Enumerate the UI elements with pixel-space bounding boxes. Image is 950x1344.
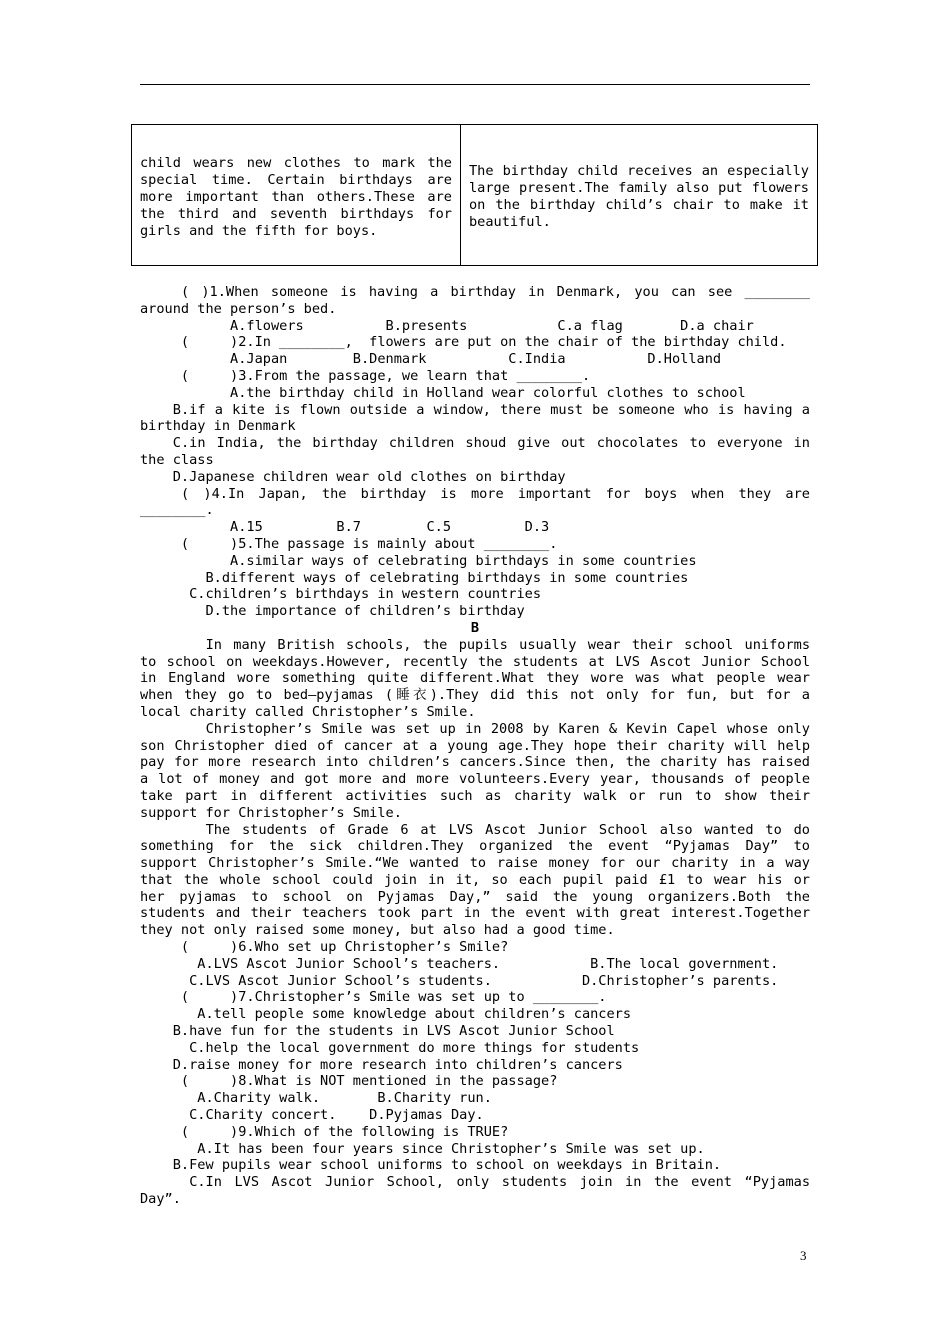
text-line: C.Charity concert. D.Pyjamas Day. [140, 1107, 484, 1124]
text-line: A.similar ways of celebrating birthdays in some countries [140, 552, 697, 569]
text-line: ( )2.In ________, flowers are put on the chair of the birthday child. [140, 334, 787, 351]
text-line: around the person’s bed. [140, 300, 337, 317]
text-line: D.the importance of children’s birthday [140, 603, 525, 620]
page-number: 3 [800, 1248, 807, 1263]
text-line: they not only raised some money, but also had a good time. [140, 922, 615, 939]
text-line: the class [140, 451, 214, 468]
text-line: support Christopher’s Smile.“We wanted to raise money for our charity in a way [140, 855, 810, 872]
text-line: A.LVS Ascot Junior School’s teachers. B.The local government. [140, 955, 779, 972]
text-line: to school on weekdays.However, recently the students at LVS Ascot Junior School [140, 653, 810, 670]
text-line: In many British schools, the pupils usually wear their school uniforms [205, 636, 810, 653]
text-line: C.In LVS Ascot Junior School, only students join in the event “Pyjamas [189, 1174, 810, 1191]
text-line: C.in India, the birthday children shoud give out chocolates to everyone in [172, 435, 810, 452]
text-line: The students of Grade 6 at LVS Ascot Junior School also wanted to do [205, 821, 810, 838]
comparison-table [131, 124, 818, 266]
text-line: A.Charity walk. B.Charity run. [140, 1090, 492, 1107]
text-line: C.LVS Ascot Junior School’s students. D.Christopher’s parents. [140, 972, 779, 989]
text-line: ( )3.From the passage, we learn that ________. [140, 367, 591, 384]
text-line: support for Christopher’s Smile. [140, 804, 402, 821]
text-line: ( )6.Who set up Christopher’s Smile? [140, 939, 509, 956]
text-line: a lot of money and got more and more volunteers.Every year, thousands of people [140, 771, 810, 788]
text-line: in England wore something quite different.What they wore was what people wear [140, 670, 810, 687]
text-line: A.15 B.7 C.5 D.3 [140, 519, 550, 536]
text-line: birthday in Denmark [140, 418, 296, 435]
text-line: Day”. [140, 1191, 181, 1208]
text-line: ( )1.When someone is having a birthday in Denmark, you can see ________ [181, 284, 810, 300]
text-line: something for the sick children.They organized the event “Pyjamas Day” to [140, 838, 810, 855]
text-line: D.Japanese children wear old clothes on birthday [140, 468, 566, 485]
text-line: A.Japan B.Denmark C.India D.Holland [140, 351, 722, 368]
text-line: C.children’s birthdays in western countries [140, 586, 542, 603]
text-line: A.It has been four years since Christopher’s Smile was set up. [140, 1140, 705, 1157]
text-line: ( )4.In Japan, the birthday is more important for boys when they are [181, 485, 810, 502]
text-line: when they go to bed—pyjamas (睡衣).They did this not only for fun, but for a [140, 687, 810, 704]
text-line: ( )9.Which of the following is TRUE? [140, 1123, 509, 1140]
text-line: B.different ways of celebrating birthdays in some countries [140, 569, 689, 586]
text-line: B.have fun for the students in LVS Ascot Junior School [140, 1023, 615, 1040]
text-line: take part in different activities such as charity walk or run to show their [140, 787, 810, 804]
text-line: local charity called Christopher’s Smile. [140, 703, 476, 720]
section-heading: B [470, 619, 480, 636]
text-line: her pyjamas to school on Pyjamas Day,” said the young organizers.Both the [140, 888, 810, 905]
text-line: ( )7.Christopher’s Smile was set up to ________. [140, 989, 607, 1006]
table-cell-right: The birthday child receives an especially large present.The family also put flowers on the birthday child’s chair to make it beautiful. [469, 163, 809, 230]
text-line: A.the birthday child in Holland wear colorful clothes to school [140, 384, 746, 401]
document-body [140, 284, 810, 1208]
text-line: pay for more research into children’s cancers.Since then, the charity has raised [140, 754, 810, 771]
text-line: ( )5.The passage is mainly about ________. [140, 535, 558, 552]
text-line: ( )8.What is NOT mentioned in the passage? [140, 1073, 558, 1090]
header-rule [140, 84, 810, 85]
text-line: A.tell people some knowledge about children’s cancers [140, 1006, 632, 1023]
text-line: B.if a kite is flown outside a window, there must be someone who is having a [172, 401, 810, 418]
text-line: B.Few pupils wear school uniforms to school on weekdays in Britain. [140, 1157, 722, 1174]
text-line: D.raise money for more research into children’s cancers [140, 1056, 623, 1073]
text-line: C.help the local government do more things for students [140, 1039, 640, 1056]
text-line: Christopher’s Smile was set up in 2008 by Karen & Kevin Capel whose only [205, 720, 810, 737]
text-line: A.flowers B.presents C.a flag D.a chair [140, 317, 754, 334]
text-line: son Christopher died of cancer at a young age.They hope their charity will help [140, 737, 810, 754]
text-line: ________. [140, 502, 214, 519]
table-cell-left: child wears new clothes to mark the special time. Certain birthdays are more important than others.These are the third and seventh birthdays for girls and the fifth for boys. [132, 125, 461, 265]
text-line: that the whole school could join in it, so each pupil paid £1 to wear his or [140, 871, 810, 888]
text-line: students and their teachers took part in the event with great interest.Together [140, 905, 810, 922]
